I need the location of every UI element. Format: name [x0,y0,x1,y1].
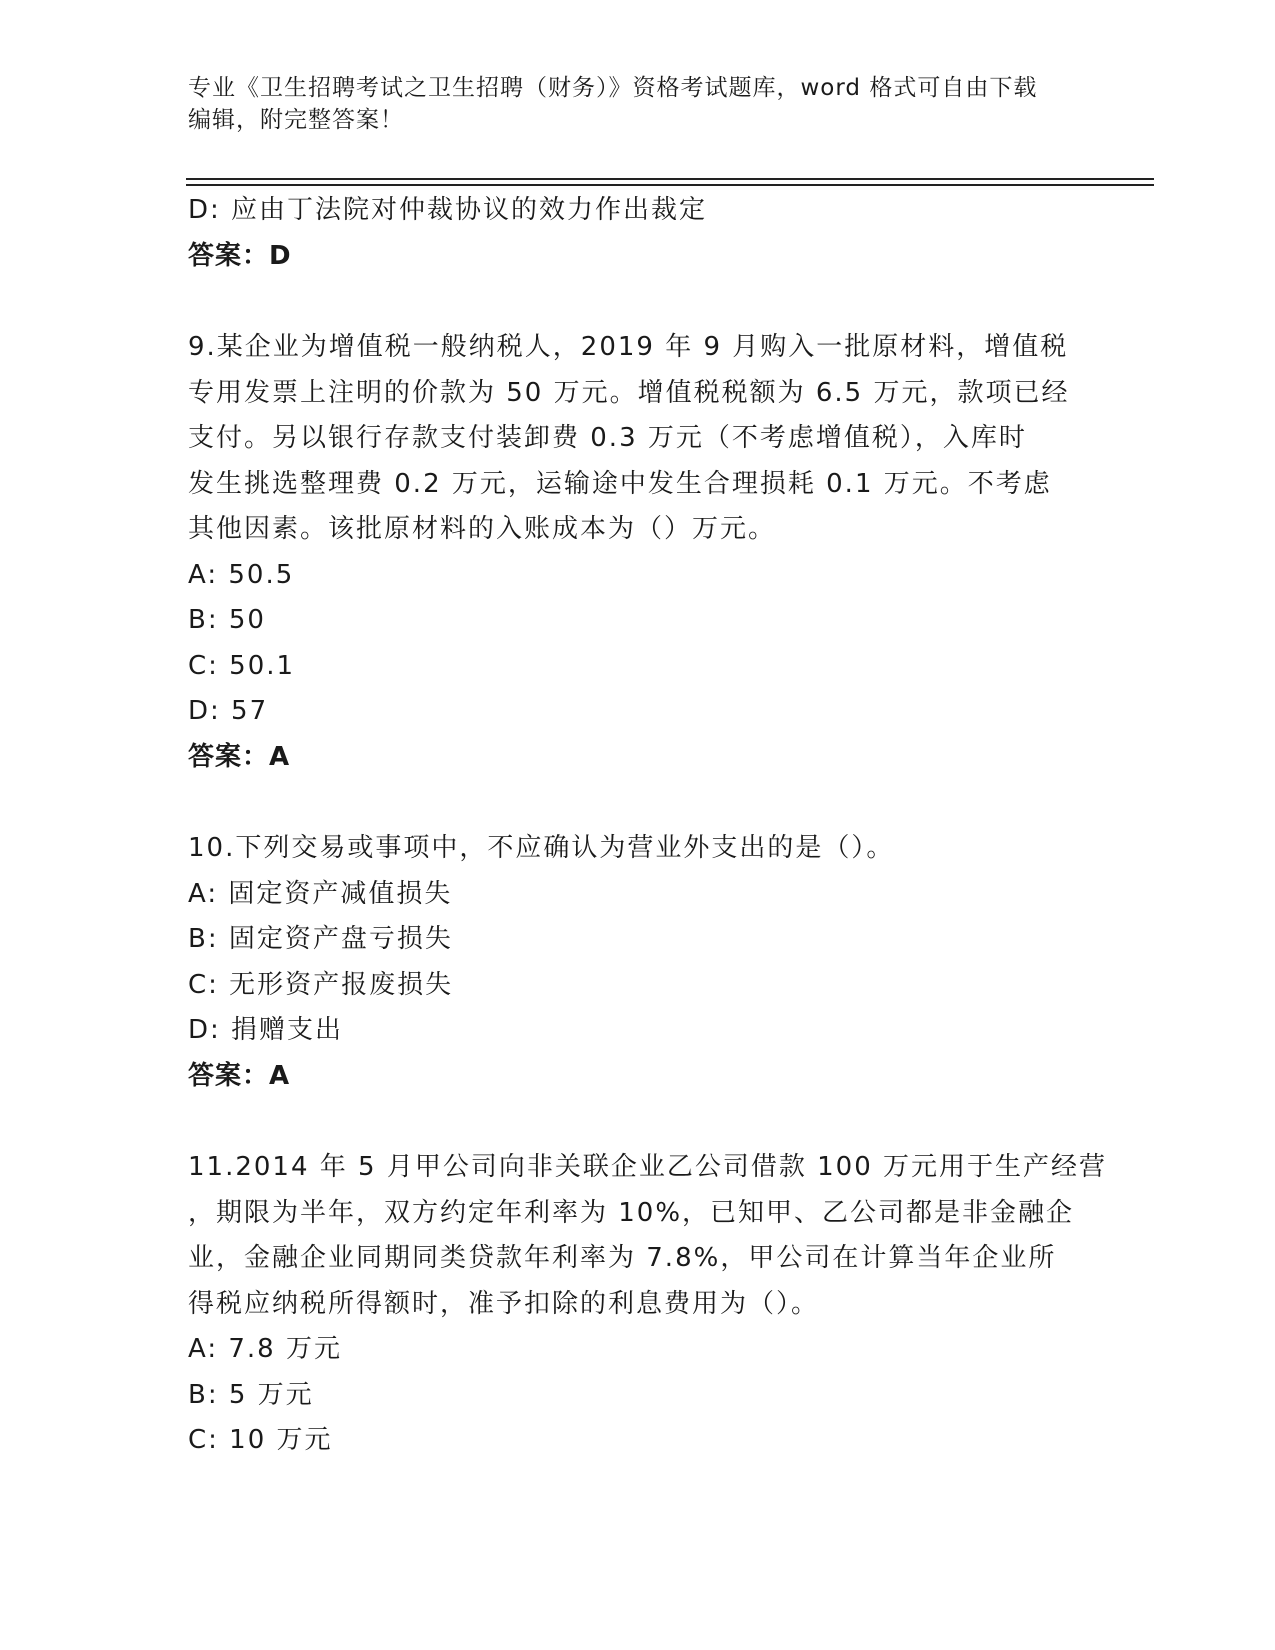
option-a: A: 50.5 [188,559,295,590]
option-c: C: 无形资产报废损失 [188,969,454,1000]
question-text-line: 11.2014 年 5 月甲公司向非关联企业乙公司借款 100 万元用于生产经营 [188,1152,1108,1182]
question-text-line: 业，金融企业同期同类贷款年利率为 7.8%，甲公司在计算当年企业所 [188,1243,1057,1273]
option-b: B: 50 [188,605,266,635]
header-rule-top [186,178,1154,180]
header-line-2: 编辑，附完整答案！ [188,107,404,133]
header-line-1: 专业《卫生招聘考试之卫生招聘（财务）》资格考试题库，word 格式可自由下载 [188,75,1038,101]
question-text-line: 专用发票上注明的价款为 50 万元。增值税税额为 6.5 万元，款项已经 [188,377,1070,408]
question-11 [188,1145,1108,1464]
option-d: D: 应由丁法院对仲裁协议的效力作出裁定 [188,195,708,225]
option-c: C: 10 万元 [188,1425,333,1455]
question-text-line: 得税应纳税所得额时，准予扣除的利息费用为（）。 [188,1288,820,1319]
spacer [188,279,1088,325]
option-c: C: 50.1 [188,650,296,681]
document-body [188,188,1108,1464]
header-rule-bottom [186,184,1154,186]
answer-label: 答案：A [188,1060,291,1091]
question-8-tail [188,188,1088,279]
question-text-line: 支付。另以银行存款支付装卸费 0.3 万元（不考虑增值税），入库时 [188,423,1027,453]
question-text-line: 10.下列交易或事项中，不应确认为营业外支出的是（）。 [188,833,895,863]
option-d: D: 57 [188,696,269,726]
question-10 [188,826,1088,1099]
option-d: D: 捐赠支出 [188,1015,344,1045]
answer-label: 答案：D [188,240,292,271]
spacer [188,1099,1088,1145]
question-text-line: 发生挑选整理费 0.2 万元，运输途中发生合理损耗 0.1 万元。不考虑 [188,468,1052,499]
question-text-line: 其他因素。该批原材料的入账成本为（）万元。 [188,514,777,544]
question-text-line: 9.某企业为增值税一般纳税人，2019 年 9 月购入一批原材料，增值税 [188,332,1069,362]
option-b: B: 5 万元 [188,1379,314,1410]
answer-label: 答案：A [188,741,291,772]
option-a: A: 固定资产减值损失 [188,878,453,909]
question-9 [188,325,1088,780]
option-b: B: 固定资产盘亏损失 [188,924,453,954]
document-header [188,72,1068,136]
option-a: A: 7.8 万元 [188,1334,342,1364]
question-text-line: ，期限为半年，双方约定年利率为 10%，已知甲、乙公司都是非金融企 [188,1197,1075,1228]
spacer [188,780,1088,826]
